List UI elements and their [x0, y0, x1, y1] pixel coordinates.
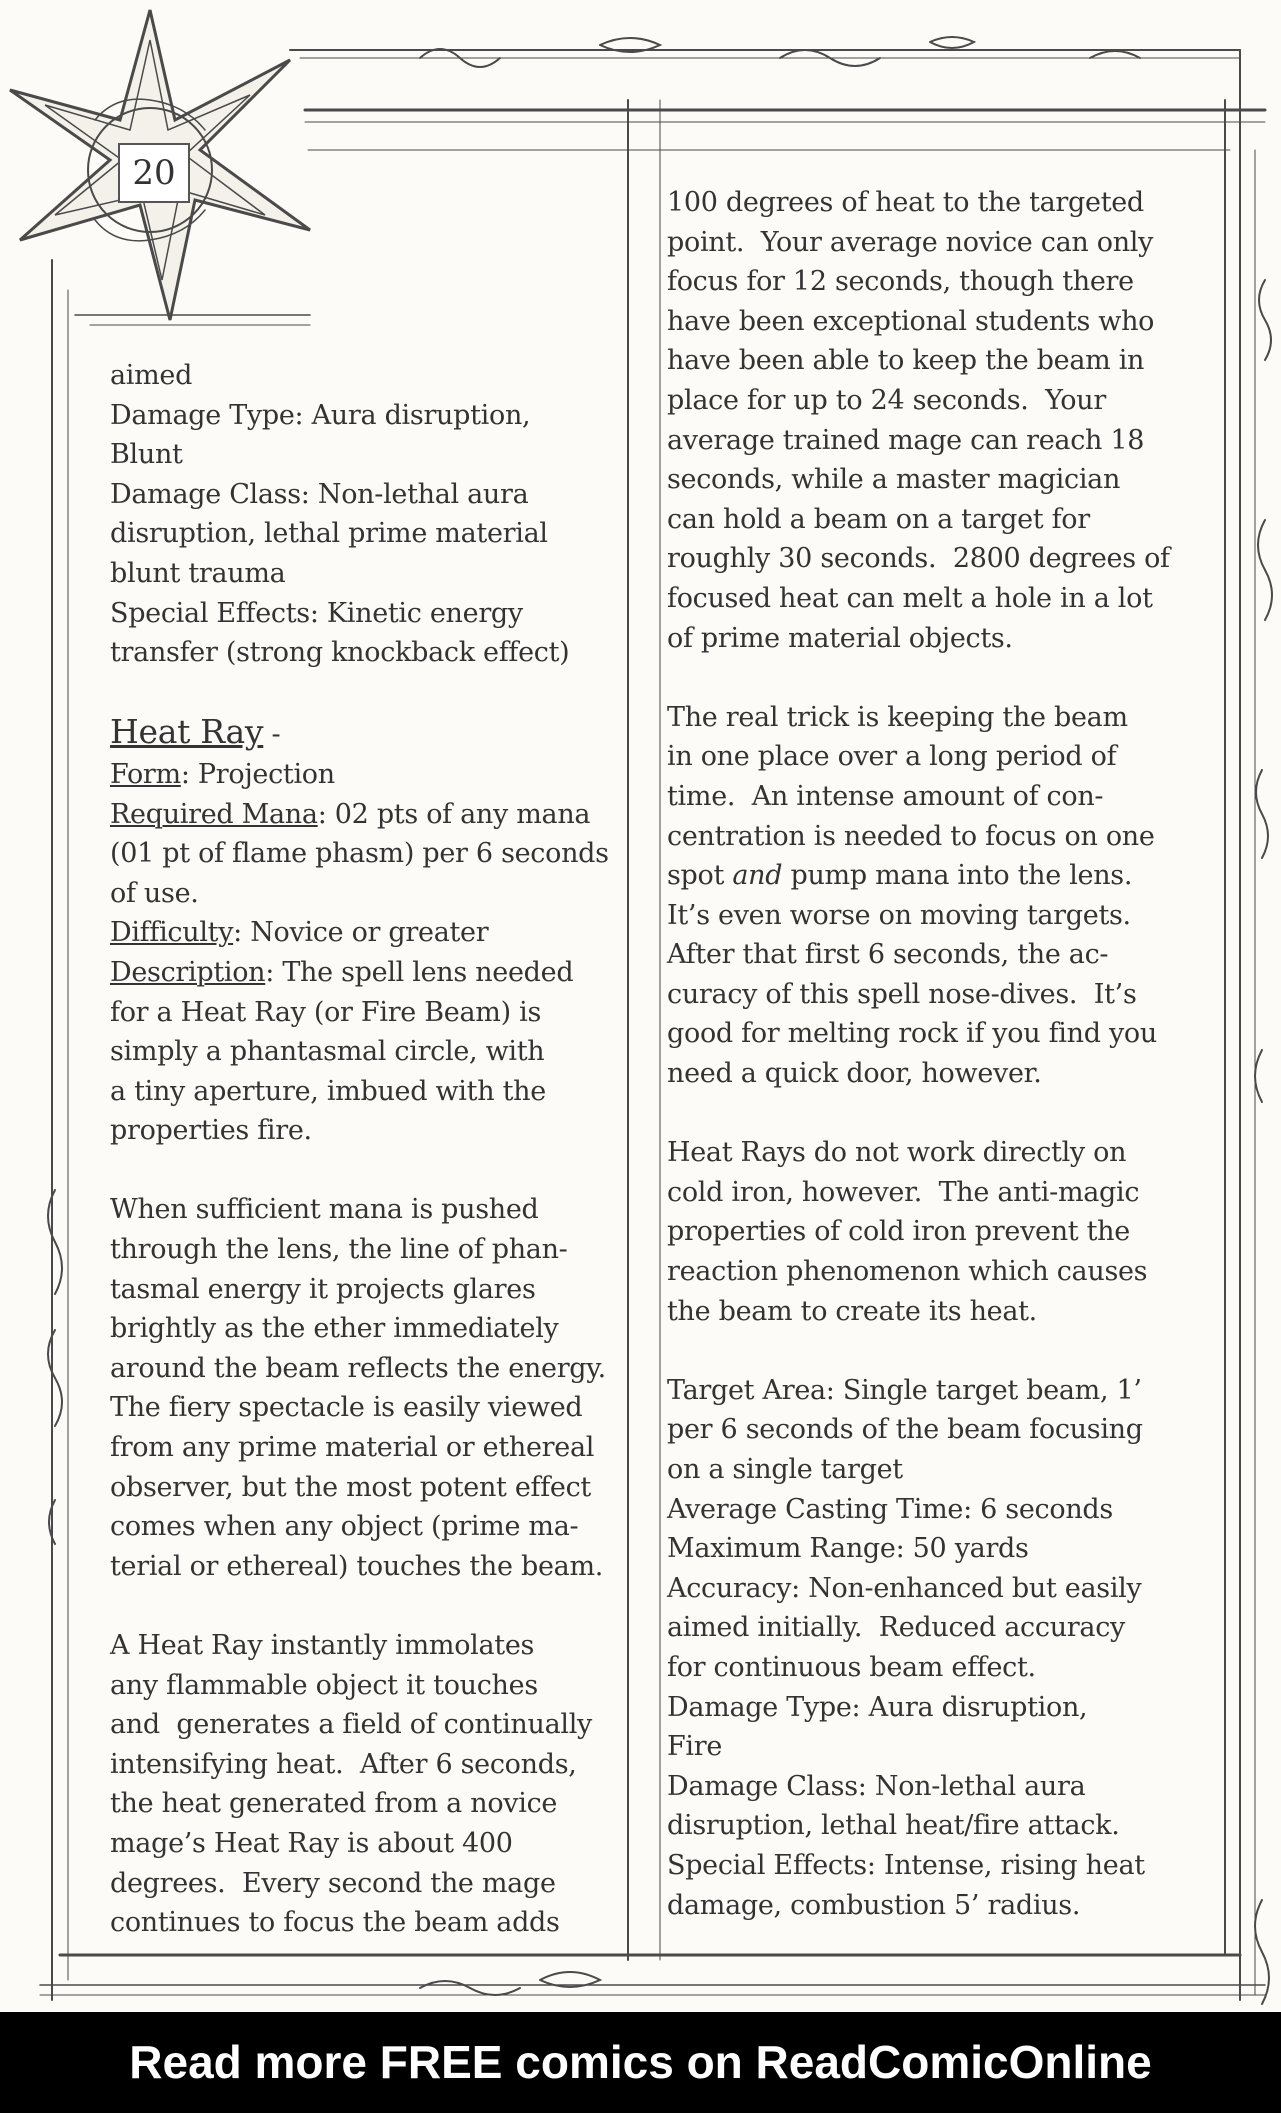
form-label: Form — [110, 758, 181, 790]
form-value: : Projection — [180, 758, 335, 790]
text-line: the beam to create its heat. — [667, 1295, 1037, 1327]
difficulty-label: Difficulty — [110, 917, 234, 949]
text-line: properties of cold iron prevent the — [667, 1216, 1130, 1248]
text-line: After that first 6 seconds, the ac- — [667, 939, 1109, 971]
text-line: Heat Rays do not work directly on — [667, 1137, 1127, 1169]
text-line: transfer (strong knockback effect) — [110, 637, 570, 669]
stat-line: Accuracy: Non-enhanced but easily — [667, 1572, 1142, 1604]
right-column — [667, 183, 1182, 1925]
text-line: a tiny aperture, imbued with the — [110, 1075, 546, 1107]
text-line: average trained mage can reach 18 — [667, 424, 1145, 456]
text-line: from any prime material or ethereal — [110, 1432, 595, 1464]
text-line: A Heat Ray instantly immolates — [110, 1630, 535, 1661]
stat-line: on a single target — [667, 1454, 903, 1485]
spell-heading — [110, 712, 610, 755]
text-line: The fiery spectacle is easily viewed — [110, 1392, 583, 1424]
text-line: focused heat can melt a hole in a lot — [667, 582, 1153, 614]
text-line: good for melting rock if you find you — [667, 1018, 1157, 1050]
text-line: (01 pt of flame phasm) per 6 seconds — [110, 838, 609, 870]
description-label: Description — [110, 956, 266, 988]
mana-value: : 02 pts of any mana — [317, 798, 591, 830]
text-line: mage’s Heat Ray is about 400 — [110, 1827, 513, 1859]
text-line: simply a phantasmal circle, with — [110, 1036, 545, 1068]
text-line: Damage Class: Non-lethal aura — [110, 478, 529, 510]
mana-label: Required Mana — [110, 798, 318, 830]
description-line — [110, 953, 610, 993]
text-line: focus for 12 seconds, though there — [667, 266, 1134, 298]
text-line: for a Heat Ray (or Fire Beam) is — [110, 996, 541, 1028]
text-line: It’s even worse on moving targets. — [667, 899, 1131, 931]
stat-line: for continuous beam effect. — [667, 1651, 1036, 1683]
text-line: of use. — [110, 877, 199, 909]
text-line: have been able to keep the beam in — [667, 345, 1145, 377]
text-line: seconds, while a master magician — [667, 464, 1121, 496]
stat-line: Fire — [667, 1731, 723, 1763]
stat-line: Maximum Range: 50 yards — [667, 1533, 1029, 1565]
text-line: disruption, lethal prime material — [110, 518, 548, 550]
text-line: blunt trauma — [110, 557, 286, 589]
text-line: comes when any object (prime ma- — [110, 1511, 579, 1543]
text-line: place for up to 24 seconds. Your — [667, 384, 1106, 416]
stat-line: Damage Class: Non-lethal aura — [667, 1770, 1086, 1802]
text-line: Damage Type: Aura disruption, — [110, 399, 531, 431]
text-line: continues to focus the beam adds — [110, 1907, 560, 1939]
stat-line: damage, combustion 5’ radius. — [667, 1889, 1081, 1921]
text-line: aimed — [110, 360, 193, 391]
text-line: point. Your average novice can only — [667, 226, 1154, 258]
mana-line — [110, 795, 610, 835]
pump-text: pump mana into the lens. — [782, 860, 1133, 892]
text-line: cold iron, however. The anti-magic — [667, 1176, 1140, 1208]
text-line: degrees. Every second the mage — [110, 1867, 556, 1899]
text-line: Blunt — [110, 439, 183, 471]
text-line: around the beam reflects the energy. — [110, 1352, 606, 1384]
description-value: : The spell lens needed — [265, 956, 574, 988]
difficulty-line — [110, 913, 610, 953]
stat-line: Target Area: Single target beam, 1’ — [667, 1374, 1142, 1406]
text-line: need a quick door, however. — [667, 1058, 1042, 1090]
difficulty-value: : Novice or greater — [233, 917, 489, 949]
text-line: through the lens, the line of phan- — [110, 1234, 568, 1266]
text-line: any flammable object it touches — [110, 1669, 538, 1701]
stat-line: aimed initially. Reduced accuracy — [667, 1612, 1125, 1644]
form-line — [110, 755, 610, 795]
text-line: can hold a beam on a target for — [667, 503, 1090, 535]
text-line: centration is needed to focus on one — [667, 820, 1155, 852]
spot-text: spot — [667, 860, 733, 892]
text-line: observer, but the most potent effect — [110, 1471, 591, 1503]
text-line: roughly 30 seconds. 2800 degrees of — [667, 543, 1170, 575]
text-line: of prime material objects. — [667, 622, 1013, 654]
text-line: tasmal energy it projects glares — [110, 1273, 536, 1305]
text-line: properties fire. — [110, 1115, 312, 1147]
text-line: in one place over a long period of — [667, 741, 1117, 773]
text-line: curacy of this spell nose-dives. It’s — [667, 978, 1137, 1010]
promo-banner-link[interactable]: Read more FREE comics on ReadComicOnline — [0, 2012, 1281, 2113]
text-line: terial or ethereal) touches the beam. — [110, 1550, 604, 1582]
text-line: reaction phenomenon which causes — [667, 1256, 1148, 1288]
emphasis-and: and — [732, 860, 783, 892]
text-line: intensifying heat. After 6 seconds, — [110, 1748, 577, 1780]
text-line: have been exceptional students who — [667, 305, 1155, 337]
stat-line: disruption, lethal heat/fire attack. — [667, 1810, 1120, 1842]
text-line: The real trick is keeping the beam — [667, 701, 1128, 733]
spell-title: Heat Ray — [110, 712, 264, 752]
stat-line: Special Effects: Intense, rising heat — [667, 1849, 1145, 1881]
text-line: brightly as the ether immediately — [110, 1313, 559, 1345]
page-number: 20 — [118, 143, 190, 203]
text-line: Special Effects: Kinetic energy — [110, 597, 523, 629]
stat-line: Damage Type: Aura disruption, — [667, 1691, 1088, 1723]
text-line: time. An intense amount of con- — [667, 780, 1104, 812]
left-column — [110, 356, 610, 1943]
text-line: 100 degrees of heat to the targeted — [667, 187, 1144, 218]
stat-line: per 6 seconds of the beam focusing — [667, 1414, 1143, 1446]
spell-title-suffix: - — [263, 719, 281, 751]
text-line: When sufficient mana is pushed — [110, 1194, 539, 1226]
text-line: and generates a field of continually — [110, 1709, 593, 1741]
text-line: the heat generated from a novice — [110, 1788, 558, 1820]
stat-line: Average Casting Time: 6 seconds — [667, 1493, 1113, 1525]
text-line-emphasis — [667, 856, 1182, 896]
